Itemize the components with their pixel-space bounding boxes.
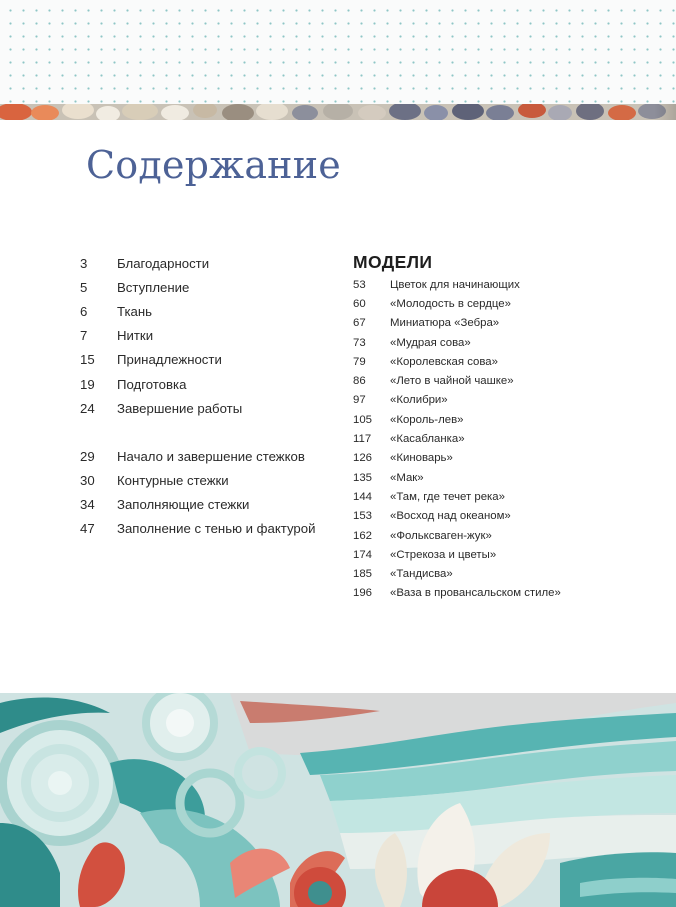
toc-page-number: 19 — [80, 376, 95, 392]
model-label: Цветок для начинающих — [390, 278, 520, 291]
model-entry[interactable] — [353, 449, 653, 468]
toc-page-number: 15 — [80, 352, 95, 368]
toc-label: Начало и завершение стежков — [117, 448, 305, 464]
toc-entry[interactable] — [80, 396, 350, 420]
toc-entry[interactable] — [80, 372, 350, 396]
toc-page-number: 6 — [80, 303, 88, 319]
model-page-number: 144 — [353, 490, 373, 503]
toc-entry[interactable] — [80, 275, 350, 299]
toc-entry[interactable] — [80, 251, 350, 275]
model-label: Миниатюра «Зебра» — [390, 317, 500, 330]
model-entry[interactable] — [353, 391, 653, 410]
model-label: «Тандисва» — [390, 568, 453, 581]
model-page-number: 97 — [353, 394, 366, 407]
toc-entry[interactable] — [80, 517, 350, 541]
model-page-number: 86 — [353, 375, 366, 388]
page-edge-shadow — [654, 104, 676, 120]
model-label: «Стрекоза и цветы» — [390, 548, 497, 561]
model-entry[interactable] — [353, 352, 653, 371]
toc-page-number: 47 — [80, 521, 95, 537]
toc-entry[interactable] — [80, 299, 350, 323]
toc-label: Благодарности — [117, 255, 210, 271]
model-page-number: 162 — [353, 529, 373, 542]
model-label: «Мудрая сова» — [390, 336, 471, 349]
model-label: «Лето в чайной чашке» — [390, 375, 514, 388]
toc-entry[interactable] — [80, 493, 350, 517]
model-page-number: 73 — [353, 336, 366, 349]
model-entry[interactable] — [353, 507, 653, 526]
model-page-number: 153 — [353, 510, 373, 523]
toc-page-number: 24 — [80, 400, 95, 416]
toc-label: Завершение работы — [117, 400, 243, 416]
model-label: «Ваза в провансальском стиле» — [390, 587, 561, 600]
toc-models-column — [353, 250, 653, 603]
model-page-number: 117 — [353, 433, 372, 446]
model-page-number: 53 — [353, 278, 366, 291]
embroidery-strip-top — [0, 104, 676, 120]
toc-page-number: 30 — [80, 473, 95, 489]
model-entry[interactable] — [353, 468, 653, 487]
model-page-number: 196 — [353, 587, 373, 600]
model-page-number: 79 — [353, 355, 366, 368]
toc-label: Принадлежности — [117, 352, 222, 368]
model-entry[interactable] — [353, 487, 653, 506]
toc-page-number: 29 — [80, 448, 95, 464]
toc-entry[interactable] — [80, 444, 350, 468]
model-page-number: 185 — [353, 568, 373, 581]
model-entry[interactable] — [353, 564, 653, 583]
model-entry[interactable] — [353, 371, 653, 390]
model-label: «Касабланка» — [390, 433, 465, 446]
model-label: «Восход над океаном» — [390, 510, 511, 523]
model-page-number: 135 — [353, 471, 373, 484]
toc-page-number: 3 — [80, 255, 88, 271]
model-entry[interactable] — [353, 584, 653, 603]
toc-label: Контурные стежки — [117, 473, 229, 489]
model-entry[interactable] — [353, 410, 653, 429]
model-label: «Мак» — [390, 471, 424, 484]
toc-label: Заполняющие стежки — [117, 497, 250, 513]
model-label: «Там, где течет река» — [390, 490, 505, 503]
toc-label: Подготовка — [117, 376, 187, 392]
model-label: «Колибри» — [390, 394, 448, 407]
model-entry[interactable] — [353, 333, 653, 352]
model-label: «Киноварь» — [390, 452, 453, 465]
model-entry[interactable] — [353, 314, 653, 333]
model-entry[interactable] — [353, 545, 653, 564]
page-title: Содержание — [86, 143, 341, 187]
toc-left-column — [80, 251, 350, 541]
model-label: «Король-лев» — [390, 413, 464, 426]
model-page-number: 174 — [353, 548, 373, 561]
model-page-number: 67 — [353, 317, 366, 330]
embroidery-artwork — [0, 693, 676, 907]
model-page-number: 105 — [353, 413, 373, 426]
model-entry[interactable] — [353, 526, 653, 545]
model-page-number: 126 — [353, 452, 373, 465]
toc-label: Вступление — [117, 279, 190, 295]
dotted-header-pattern — [0, 0, 676, 104]
toc-entry[interactable] — [80, 348, 350, 372]
model-entry[interactable] — [353, 429, 653, 448]
toc-entry[interactable] — [80, 324, 350, 348]
model-label: «Молодость в сердце» — [390, 297, 511, 310]
models-heading: МОДЕЛИ — [353, 252, 433, 272]
model-entry[interactable] — [353, 275, 653, 294]
toc-page-number: 5 — [80, 279, 88, 295]
toc-page-number: 7 — [80, 328, 88, 344]
model-label: «Королевская сова» — [390, 355, 498, 368]
model-page-number: 60 — [353, 297, 366, 310]
toc-label: Ткань — [117, 303, 153, 319]
model-label: «Фольксваген-жук» — [390, 529, 492, 542]
toc-page-number: 34 — [80, 497, 95, 513]
toc-label: Заполнение с тенью и фактурой — [117, 521, 316, 537]
model-entry[interactable] — [353, 294, 653, 313]
toc-label: Нитки — [117, 328, 154, 344]
toc-entry[interactable] — [80, 469, 350, 493]
